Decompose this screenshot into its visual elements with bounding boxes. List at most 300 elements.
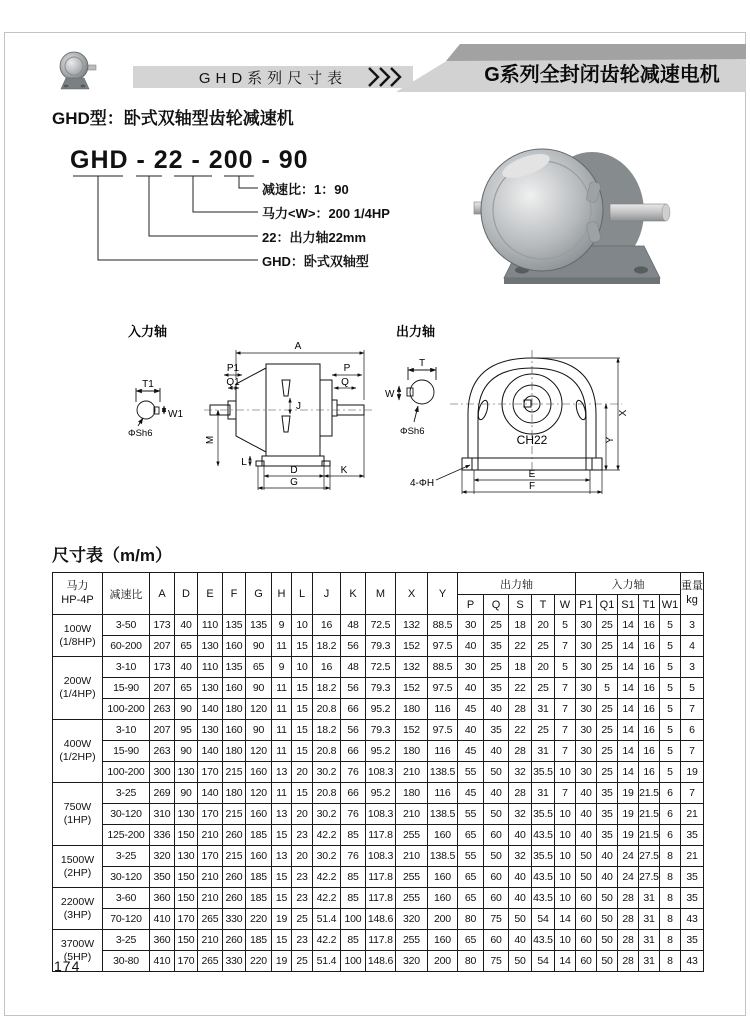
series-tab-label: GHD系列尺寸表 bbox=[198, 69, 348, 87]
dim-label-l: L bbox=[241, 457, 247, 468]
value-cell: 50 bbox=[509, 909, 532, 930]
header-out-s: S bbox=[509, 595, 532, 615]
value-cell: 76 bbox=[341, 804, 366, 825]
banner-title: G系列全封闭齿轮减速电机 bbox=[484, 64, 720, 86]
value-cell: 14 bbox=[555, 909, 576, 930]
dim-label-q: Q bbox=[341, 377, 349, 388]
value-cell: 97.5 bbox=[428, 636, 458, 657]
value-cell: 14 bbox=[618, 678, 639, 699]
value-cell: 31 bbox=[532, 783, 555, 804]
value-cell: 160 bbox=[223, 678, 246, 699]
value-cell: 88.5 bbox=[428, 657, 458, 678]
value-cell: 320 bbox=[396, 951, 428, 972]
value-cell: 110 bbox=[198, 657, 223, 678]
value-cell: 25 bbox=[597, 741, 618, 762]
value-cell: 19 bbox=[618, 783, 639, 804]
value-cell: 150 bbox=[175, 867, 198, 888]
value-cell: 7 bbox=[555, 720, 576, 741]
value-cell: 117.8 bbox=[366, 930, 396, 951]
value-cell: 130 bbox=[175, 762, 198, 783]
ratio-cell: 100-200 bbox=[103, 699, 150, 720]
value-cell: 85 bbox=[341, 867, 366, 888]
value-cell: 95 bbox=[175, 720, 198, 741]
value-cell: 5 bbox=[555, 615, 576, 636]
value-cell: 160 bbox=[246, 804, 272, 825]
ratio-cell: 30-120 bbox=[103, 867, 150, 888]
value-cell: 108.3 bbox=[366, 762, 396, 783]
value-cell: 40 bbox=[509, 888, 532, 909]
value-cell: 43.5 bbox=[532, 867, 555, 888]
value-cell: 30 bbox=[576, 762, 597, 783]
value-cell: 11 bbox=[272, 741, 292, 762]
value-cell: 210 bbox=[198, 930, 223, 951]
value-cell: 10 bbox=[555, 930, 576, 951]
value-cell: 15 bbox=[292, 699, 313, 720]
value-cell: 90 bbox=[246, 720, 272, 741]
ratio-cell: 3-25 bbox=[103, 846, 150, 867]
value-cell: 8 bbox=[660, 930, 681, 951]
value-cell: 108.3 bbox=[366, 846, 396, 867]
value-cell: 220 bbox=[246, 951, 272, 972]
value-cell: 110 bbox=[198, 615, 223, 636]
table-cell-line: (1/4HP) bbox=[59, 688, 96, 700]
value-cell: 56 bbox=[341, 678, 366, 699]
value-cell: 65 bbox=[458, 888, 484, 909]
value-cell: 28 bbox=[509, 783, 532, 804]
value-cell: 24 bbox=[618, 867, 639, 888]
table-cell-line: 马力 bbox=[66, 580, 89, 593]
value-cell: 56 bbox=[341, 636, 366, 657]
value-cell: 152 bbox=[396, 678, 428, 699]
value-cell: 16 bbox=[639, 678, 660, 699]
model-annotation-ratio: 减速比：1：90 bbox=[262, 182, 349, 197]
header-dim-k: K bbox=[341, 573, 366, 615]
header-in-w1: W1 bbox=[660, 595, 681, 615]
value-cell: 18 bbox=[509, 657, 532, 678]
value-cell: 10 bbox=[555, 762, 576, 783]
value-cell: 7 bbox=[555, 783, 576, 804]
value-cell: 5 bbox=[597, 678, 618, 699]
value-cell: 5 bbox=[660, 699, 681, 720]
value-cell: 85 bbox=[341, 825, 366, 846]
value-cell: 255 bbox=[396, 888, 428, 909]
value-cell: 35 bbox=[597, 825, 618, 846]
value-cell: 31 bbox=[639, 930, 660, 951]
value-cell: 210 bbox=[198, 825, 223, 846]
value-cell: 65 bbox=[458, 867, 484, 888]
page-title: GHD型：卧式双轴型齿轮减速机 bbox=[52, 109, 294, 128]
value-cell: 260 bbox=[223, 867, 246, 888]
power-cell bbox=[53, 657, 103, 720]
value-cell: 117.8 bbox=[366, 825, 396, 846]
value-cell: 40 bbox=[458, 720, 484, 741]
value-cell: 79.3 bbox=[366, 636, 396, 657]
value-cell: 350 bbox=[150, 867, 175, 888]
value-cell: 116 bbox=[428, 741, 458, 762]
value-cell: 23 bbox=[292, 888, 313, 909]
dim-label-x: X bbox=[618, 409, 629, 417]
value-cell: 20 bbox=[292, 846, 313, 867]
value-cell: 72.5 bbox=[366, 615, 396, 636]
dim-label-j: J bbox=[296, 401, 301, 412]
input-shaft-title: 入力轴 bbox=[128, 324, 168, 339]
weight-cell: 35 bbox=[681, 930, 704, 951]
value-cell: 160 bbox=[223, 636, 246, 657]
power-cell bbox=[53, 615, 103, 657]
ratio-cell: 3-10 bbox=[103, 657, 150, 678]
ratio-cell: 30-80 bbox=[103, 951, 150, 972]
value-cell: 8 bbox=[660, 867, 681, 888]
value-cell: 45 bbox=[458, 783, 484, 804]
header-out-t: T bbox=[532, 595, 555, 615]
value-cell: 117.8 bbox=[366, 867, 396, 888]
dim-label-p: P bbox=[343, 363, 351, 374]
ratio-cell: 125-200 bbox=[103, 825, 150, 846]
value-cell: 16 bbox=[639, 636, 660, 657]
value-cell: 60 bbox=[576, 930, 597, 951]
value-cell: 90 bbox=[175, 741, 198, 762]
value-cell: 173 bbox=[150, 615, 175, 636]
value-cell: 42.2 bbox=[313, 825, 341, 846]
value-cell: 40 bbox=[175, 657, 198, 678]
value-cell: 25 bbox=[597, 720, 618, 741]
header-out-q: Q bbox=[484, 595, 509, 615]
value-cell: 200 bbox=[428, 951, 458, 972]
power-cell bbox=[53, 846, 103, 888]
value-cell: 210 bbox=[198, 867, 223, 888]
value-cell: 30 bbox=[576, 678, 597, 699]
value-cell: 79.3 bbox=[366, 720, 396, 741]
value-cell: 5 bbox=[660, 657, 681, 678]
dim-label-p1: P1 bbox=[226, 363, 240, 374]
value-cell: 170 bbox=[198, 804, 223, 825]
value-cell: 320 bbox=[396, 909, 428, 930]
value-cell: 50 bbox=[597, 930, 618, 951]
value-cell: 25 bbox=[597, 762, 618, 783]
value-cell: 116 bbox=[428, 783, 458, 804]
header-dim-a: A bbox=[150, 573, 175, 615]
value-cell: 150 bbox=[175, 888, 198, 909]
value-cell: 360 bbox=[150, 888, 175, 909]
value-cell: 410 bbox=[150, 951, 175, 972]
value-cell: 35 bbox=[484, 720, 509, 741]
value-cell: 25 bbox=[597, 615, 618, 636]
header-in-t1: T1 bbox=[639, 595, 660, 615]
value-cell: 32 bbox=[509, 846, 532, 867]
value-cell: 11 bbox=[272, 783, 292, 804]
header-in-s1: S1 bbox=[618, 595, 639, 615]
header-ratio: 减速比 bbox=[103, 573, 150, 615]
value-cell: 60 bbox=[484, 930, 509, 951]
weight-cell: 3 bbox=[681, 615, 704, 636]
value-cell: 66 bbox=[341, 783, 366, 804]
ratio-cell: 100-200 bbox=[103, 762, 150, 783]
power-cell bbox=[53, 783, 103, 846]
value-cell: 23 bbox=[292, 930, 313, 951]
value-cell: 15 bbox=[292, 636, 313, 657]
value-cell: 40 bbox=[509, 825, 532, 846]
weight-cell: 35 bbox=[681, 867, 704, 888]
value-cell: 28 bbox=[618, 951, 639, 972]
table-cell-line: 200W bbox=[63, 675, 92, 688]
value-cell: 42.2 bbox=[313, 930, 341, 951]
value-cell: 210 bbox=[396, 804, 428, 825]
dim-label-phi-output: ΦSh6 bbox=[400, 426, 425, 437]
value-cell: 130 bbox=[198, 720, 223, 741]
value-cell: 11 bbox=[272, 699, 292, 720]
value-cell: 32 bbox=[509, 762, 532, 783]
value-cell: 25 bbox=[532, 636, 555, 657]
value-cell: 220 bbox=[246, 909, 272, 930]
value-cell: 148.6 bbox=[366, 951, 396, 972]
value-cell: 32 bbox=[509, 804, 532, 825]
ratio-cell: 60-200 bbox=[103, 636, 150, 657]
value-cell: 14 bbox=[618, 720, 639, 741]
value-cell: 152 bbox=[396, 720, 428, 741]
value-cell: 90 bbox=[246, 678, 272, 699]
value-cell: 56 bbox=[341, 720, 366, 741]
value-cell: 15 bbox=[272, 867, 292, 888]
value-cell: 108.3 bbox=[366, 804, 396, 825]
value-cell: 27.5 bbox=[639, 846, 660, 867]
value-cell: 35 bbox=[484, 678, 509, 699]
dim-label-a: A bbox=[294, 341, 302, 352]
value-cell: 210 bbox=[198, 888, 223, 909]
value-cell: 65 bbox=[175, 678, 198, 699]
header-power bbox=[53, 573, 103, 615]
value-cell: 10 bbox=[555, 846, 576, 867]
weight-cell: 5 bbox=[681, 678, 704, 699]
value-cell: 140 bbox=[198, 741, 223, 762]
value-cell: 130 bbox=[198, 636, 223, 657]
value-cell: 200 bbox=[428, 909, 458, 930]
value-cell: 21.5 bbox=[639, 825, 660, 846]
value-cell: 65 bbox=[246, 657, 272, 678]
weight-cell: 4 bbox=[681, 636, 704, 657]
value-cell: 7 bbox=[555, 699, 576, 720]
banner-dark-shape bbox=[446, 44, 746, 61]
value-cell: 207 bbox=[150, 636, 175, 657]
table-cell-line: 1500W bbox=[60, 853, 95, 866]
value-cell: 5 bbox=[660, 636, 681, 657]
value-cell: 300 bbox=[150, 762, 175, 783]
value-cell: 10 bbox=[555, 867, 576, 888]
table-cell-line: 750W bbox=[63, 801, 92, 814]
value-cell: 13 bbox=[272, 846, 292, 867]
table-cell-line: (5HP) bbox=[63, 950, 92, 963]
value-cell: 130 bbox=[175, 846, 198, 867]
dim-label-d: D bbox=[290, 465, 298, 476]
value-cell: 60 bbox=[576, 951, 597, 972]
value-cell: 410 bbox=[150, 909, 175, 930]
value-cell: 18 bbox=[509, 615, 532, 636]
value-cell: 310 bbox=[150, 804, 175, 825]
value-cell: 173 bbox=[150, 657, 175, 678]
value-cell: 28 bbox=[509, 699, 532, 720]
value-cell: 28 bbox=[618, 909, 639, 930]
value-cell: 19 bbox=[618, 804, 639, 825]
value-cell: 50 bbox=[576, 846, 597, 867]
value-cell: 180 bbox=[223, 741, 246, 762]
dim-label-e: E bbox=[528, 469, 536, 480]
value-cell: 6 bbox=[660, 783, 681, 804]
value-cell: 35.5 bbox=[532, 762, 555, 783]
weight-cell: 43 bbox=[681, 909, 704, 930]
weight-cell: 3 bbox=[681, 657, 704, 678]
value-cell: 14 bbox=[618, 615, 639, 636]
value-cell: 11 bbox=[272, 636, 292, 657]
value-cell: 15 bbox=[292, 678, 313, 699]
value-cell: 5 bbox=[660, 615, 681, 636]
table-cell-line: HP-4P bbox=[61, 593, 94, 606]
value-cell: 150 bbox=[175, 825, 198, 846]
value-cell: 28 bbox=[618, 888, 639, 909]
value-cell: 5 bbox=[660, 762, 681, 783]
value-cell: 51.4 bbox=[313, 951, 341, 972]
value-cell: 40 bbox=[576, 825, 597, 846]
value-cell: 10 bbox=[292, 615, 313, 636]
value-cell: 16 bbox=[639, 720, 660, 741]
value-cell: 148.6 bbox=[366, 909, 396, 930]
header-dim-h: H bbox=[272, 573, 292, 615]
value-cell: 138.5 bbox=[428, 846, 458, 867]
value-cell: 30 bbox=[458, 615, 484, 636]
value-cell: 30 bbox=[576, 657, 597, 678]
value-cell: 31 bbox=[639, 909, 660, 930]
value-cell: 85 bbox=[341, 930, 366, 951]
value-cell: 7 bbox=[555, 678, 576, 699]
model-code-block bbox=[70, 146, 510, 278]
value-cell: 117.8 bbox=[366, 888, 396, 909]
value-cell: 16 bbox=[639, 657, 660, 678]
value-cell: 263 bbox=[150, 699, 175, 720]
value-cell: 15 bbox=[272, 825, 292, 846]
input-shaft-drawing bbox=[112, 318, 380, 500]
value-cell: 185 bbox=[246, 888, 272, 909]
value-cell: 35.5 bbox=[532, 846, 555, 867]
value-cell: 79.3 bbox=[366, 678, 396, 699]
value-cell: 42.2 bbox=[313, 867, 341, 888]
dim-label-t1: T1 bbox=[142, 379, 154, 390]
table-cell-line: (2HP) bbox=[63, 866, 92, 879]
value-cell: 31 bbox=[532, 741, 555, 762]
value-cell: 55 bbox=[458, 804, 484, 825]
value-cell: 30 bbox=[576, 741, 597, 762]
dim-label-f: F bbox=[528, 481, 536, 492]
value-cell: 50 bbox=[597, 951, 618, 972]
value-cell: 60 bbox=[484, 867, 509, 888]
table-cell-line: (1/2HP) bbox=[59, 751, 96, 763]
dim-label-m: M bbox=[205, 435, 216, 445]
value-cell: 20.8 bbox=[313, 741, 341, 762]
header-dim-x: X bbox=[396, 573, 428, 615]
value-cell: 320 bbox=[150, 846, 175, 867]
dim-label-q1: Q1 bbox=[226, 377, 240, 388]
value-cell: 76 bbox=[341, 846, 366, 867]
value-cell: 265 bbox=[198, 909, 223, 930]
value-cell: 160 bbox=[246, 762, 272, 783]
value-cell: 336 bbox=[150, 825, 175, 846]
value-cell: 20.8 bbox=[313, 783, 341, 804]
value-cell: 8 bbox=[660, 888, 681, 909]
value-cell: 255 bbox=[396, 930, 428, 951]
value-cell: 43.5 bbox=[532, 825, 555, 846]
value-cell: 160 bbox=[428, 867, 458, 888]
value-cell: 5 bbox=[660, 720, 681, 741]
value-cell: 11 bbox=[272, 678, 292, 699]
value-cell: 88.5 bbox=[428, 615, 458, 636]
value-cell: 265 bbox=[198, 951, 223, 972]
value-cell: 28 bbox=[618, 930, 639, 951]
value-cell: 40 bbox=[484, 783, 509, 804]
weight-cell: 6 bbox=[681, 720, 704, 741]
value-cell: 19 bbox=[272, 909, 292, 930]
value-cell: 6 bbox=[660, 804, 681, 825]
value-cell: 50 bbox=[509, 951, 532, 972]
value-cell: 40 bbox=[509, 867, 532, 888]
value-cell: 15 bbox=[292, 783, 313, 804]
value-cell: 260 bbox=[223, 825, 246, 846]
header-dim-y: Y bbox=[428, 573, 458, 615]
ratio-cell: 30-120 bbox=[103, 804, 150, 825]
value-cell: 180 bbox=[396, 699, 428, 720]
value-cell: 18.2 bbox=[313, 720, 341, 741]
table-title: 尺寸表（m/m） bbox=[52, 546, 172, 565]
value-cell: 60 bbox=[484, 888, 509, 909]
value-cell: 97.5 bbox=[428, 720, 458, 741]
value-cell: 14 bbox=[618, 762, 639, 783]
ratio-cell: 3-25 bbox=[103, 783, 150, 804]
value-cell: 40 bbox=[484, 741, 509, 762]
value-cell: 16 bbox=[639, 699, 660, 720]
value-cell: 25 bbox=[597, 636, 618, 657]
value-cell: 8 bbox=[660, 846, 681, 867]
model-code: GHD - 22 - 200 - 90 bbox=[70, 146, 309, 174]
value-cell: 20 bbox=[292, 804, 313, 825]
header-dim-f: F bbox=[223, 573, 246, 615]
value-cell: 28 bbox=[509, 741, 532, 762]
table-cell-line: (3HP) bbox=[63, 908, 92, 921]
value-cell: 65 bbox=[458, 930, 484, 951]
value-cell: 20 bbox=[532, 615, 555, 636]
ratio-cell: 3-60 bbox=[103, 888, 150, 909]
value-cell: 25 bbox=[532, 720, 555, 741]
weight-cell: 35 bbox=[681, 888, 704, 909]
value-cell: 170 bbox=[198, 846, 223, 867]
header-in-q1: Q1 bbox=[597, 595, 618, 615]
value-cell: 15 bbox=[272, 930, 292, 951]
value-cell: 16 bbox=[313, 657, 341, 678]
value-cell: 51.4 bbox=[313, 909, 341, 930]
value-cell: 140 bbox=[198, 699, 223, 720]
value-cell: 50 bbox=[576, 867, 597, 888]
table-cell-line: (1/8HP) bbox=[59, 635, 96, 648]
value-cell: 55 bbox=[458, 762, 484, 783]
value-cell: 130 bbox=[175, 804, 198, 825]
value-cell: 30 bbox=[576, 720, 597, 741]
value-cell: 80 bbox=[458, 909, 484, 930]
value-cell: 23 bbox=[292, 825, 313, 846]
dimension-table bbox=[52, 572, 704, 972]
value-cell: 5 bbox=[660, 678, 681, 699]
value-cell: 16 bbox=[639, 615, 660, 636]
value-cell: 75 bbox=[484, 951, 509, 972]
value-cell: 90 bbox=[246, 636, 272, 657]
dim-label-g: G bbox=[290, 477, 298, 488]
dimension-table-wrap bbox=[52, 572, 704, 972]
value-cell: 330 bbox=[223, 909, 246, 930]
value-cell: 255 bbox=[396, 867, 428, 888]
